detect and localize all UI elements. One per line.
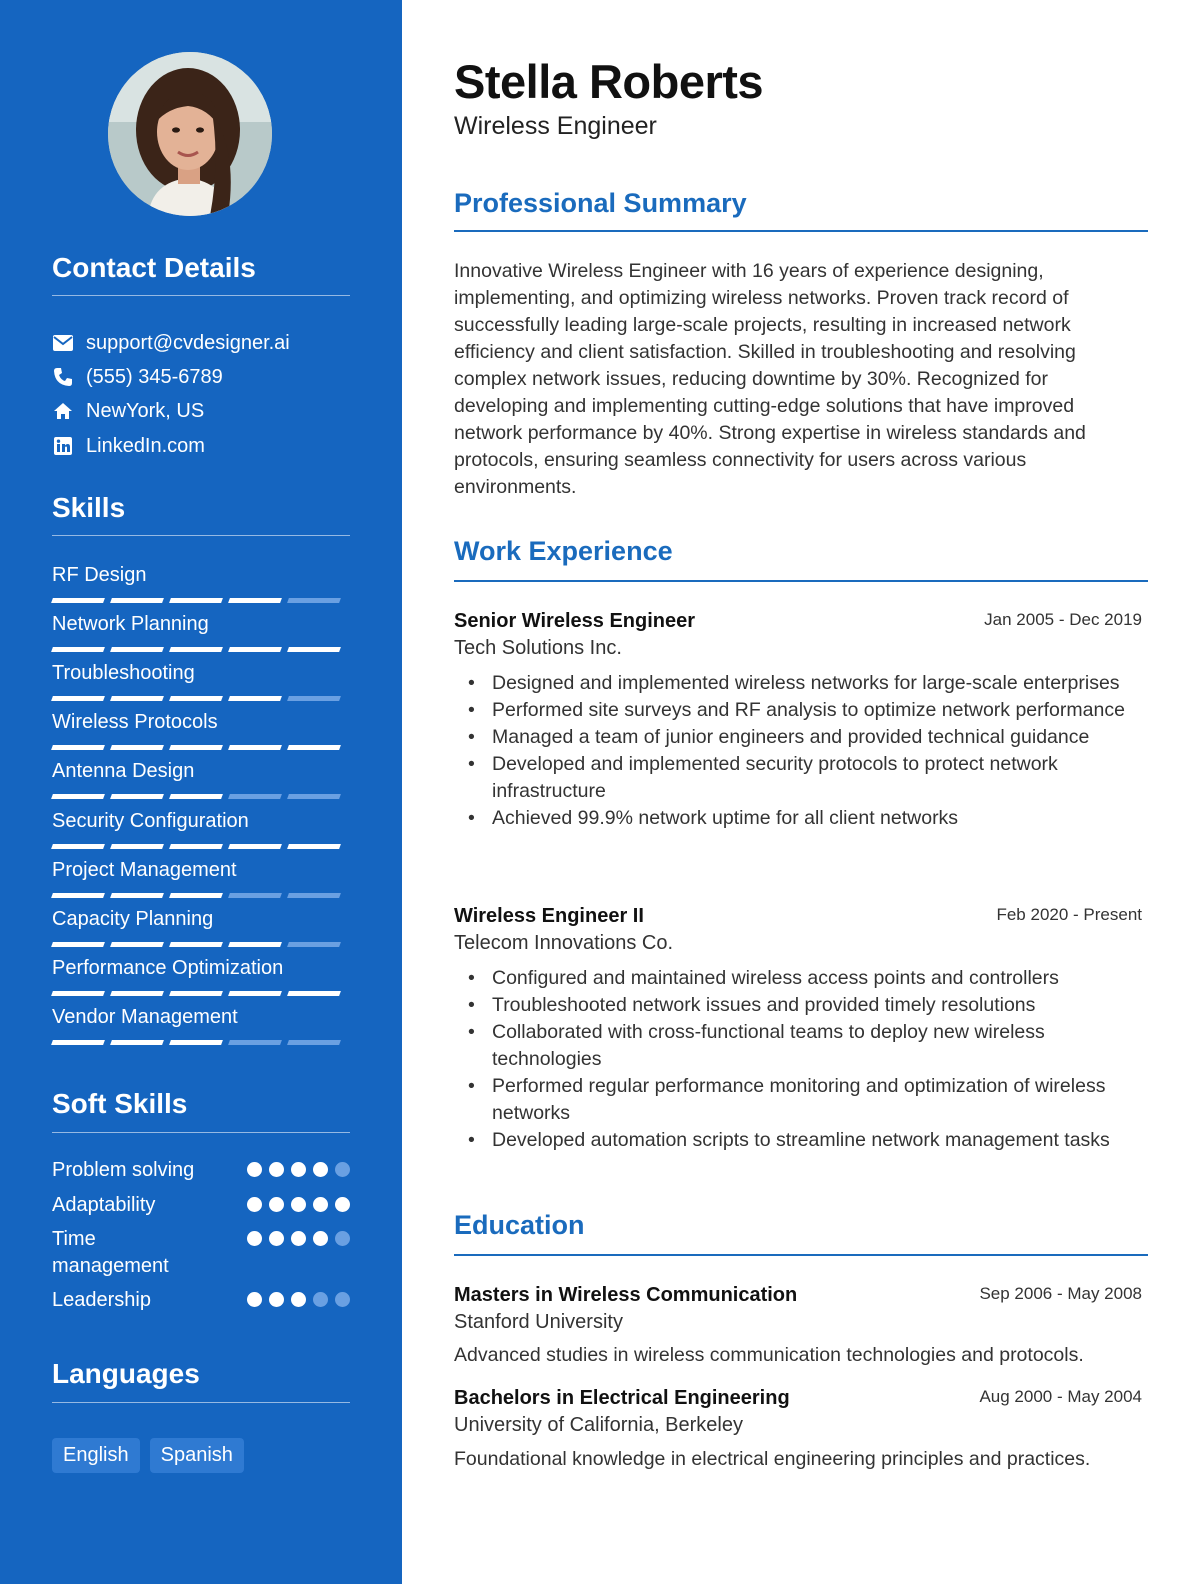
soft-skills-divider: [52, 1132, 350, 1133]
contact-phone[interactable]: [52, 362, 223, 392]
skill-level-bars: [52, 844, 352, 849]
skill-name: Security Configuration: [52, 810, 249, 832]
rating-dot: [291, 1292, 306, 1307]
skill-level-segment: [228, 942, 282, 947]
skill-name: Wireless Protocols: [52, 711, 218, 733]
skill-level-segment: [51, 942, 105, 947]
skill-level-bars: [52, 794, 352, 799]
contact-linkedin[interactable]: [52, 431, 205, 461]
soft-skill-item: [52, 1287, 352, 1314]
rating-dot: [269, 1292, 284, 1307]
job-bullet: • Designed and implemented wireless networks for large-scale enterprises: [492, 670, 1142, 697]
phone-icon: [52, 366, 74, 388]
skill-level-segment: [110, 942, 164, 947]
skill-level-segment: [228, 893, 282, 898]
linkedin-icon: [52, 435, 74, 457]
language-tag: Spanish: [150, 1438, 244, 1473]
rating-dot: [313, 1162, 328, 1177]
skill-item: [52, 660, 352, 701]
skill-level-segment: [110, 1040, 164, 1045]
skill-name: Network Planning: [52, 613, 209, 635]
education-divider: [454, 1254, 1148, 1256]
job-bullet: • Configured and maintained wireless access points and controllers: [492, 965, 1142, 992]
skill-item: [52, 857, 352, 898]
skill-item: [52, 906, 352, 947]
skill-level-segment: [51, 598, 105, 603]
rating-dot: [313, 1197, 328, 1212]
skill-level-segment: [228, 1040, 282, 1045]
skill-level-segment: [228, 794, 282, 799]
soft-skill-item: [52, 1192, 352, 1219]
skill-level-segment: [110, 745, 164, 750]
experience-heading: Work Experience: [454, 536, 673, 566]
contact-email-text: support@cvdesigner.ai: [86, 331, 290, 354]
skill-level-segment: [51, 991, 105, 996]
rating-dot: [269, 1162, 284, 1177]
skill-level-segment: [51, 844, 105, 849]
skill-item: [52, 709, 352, 750]
candidate-name: Stella Roberts: [454, 55, 764, 108]
languages-heading: Languages: [52, 1358, 200, 1389]
skill-level-segment: [110, 991, 164, 996]
job-title: Senior Wireless Engineer: [454, 610, 696, 632]
job-bullet: • Collaborated with cross-functional teams to deploy new wireless technologies: [492, 1019, 1142, 1073]
school-name: University of California, Berkeley: [454, 1414, 743, 1436]
skill-level-segment: [110, 647, 164, 652]
soft-skill-name: Leadership: [52, 1289, 151, 1311]
degree-dates: Sep 2006 - May 2008: [979, 1284, 1142, 1303]
skill-level-segment: [51, 696, 105, 701]
skill-item: [52, 611, 352, 652]
skill-item: [52, 808, 352, 849]
job-bullet: • Achieved 99.9% network uptime for all client networks: [492, 805, 1142, 832]
skill-level-bars: [52, 598, 352, 603]
job-dates: Feb 2020 - Present: [996, 905, 1142, 924]
rating-dot: [269, 1231, 284, 1246]
skill-level-bars: [52, 893, 352, 898]
skill-name: Vendor Management: [52, 1006, 238, 1028]
skill-level-segment: [110, 794, 164, 799]
skill-level-segment: [169, 1040, 223, 1045]
skill-level-segment: [228, 696, 282, 701]
rating-dot: [335, 1197, 350, 1212]
skill-level-segment: [228, 598, 282, 603]
skill-level-segment: [287, 745, 341, 750]
job-company: Telecom Innovations Co.: [454, 932, 674, 954]
skill-level-segment: [110, 696, 164, 701]
skill-level-segment: [287, 598, 341, 603]
soft-skill-name: Adaptability: [52, 1194, 156, 1216]
contact-linkedin-text: LinkedIn.com: [86, 434, 205, 457]
envelope-icon: [52, 332, 74, 354]
experience-divider: [454, 580, 1148, 582]
skill-level-bars: [52, 647, 352, 652]
skill-level-segment: [51, 647, 105, 652]
rating-dot: [269, 1197, 284, 1212]
soft-skill-item: [52, 1226, 352, 1280]
degree-title: Bachelors in Electrical Engineering: [454, 1387, 790, 1409]
skill-level-segment: [169, 893, 223, 898]
skill-level-segment: [287, 942, 341, 947]
soft-skill-rating: [247, 1162, 350, 1177]
skill-level-segment: [51, 893, 105, 898]
job-bullet: • Performed site surveys and RF analysis to optimize network performance: [492, 697, 1142, 724]
portrait-illustration: [108, 52, 272, 216]
skill-level-segment: [169, 794, 223, 799]
soft-skill-name: Time management: [52, 1228, 169, 1277]
rating-dot: [291, 1162, 306, 1177]
skill-level-segment: [51, 745, 105, 750]
rating-dot: [247, 1292, 262, 1307]
skill-name: Performance Optimization: [52, 957, 284, 979]
job-bullet: • Developed and implemented security protocols to protect network infrastructure: [492, 751, 1142, 805]
skill-level-bars: [52, 942, 352, 947]
education-heading: Education: [454, 1210, 585, 1240]
skill-item: [52, 1004, 352, 1045]
skill-name: Project Management: [52, 859, 237, 881]
skill-level-bars: [52, 745, 352, 750]
skill-level-segment: [228, 844, 282, 849]
languages-divider: [52, 1402, 350, 1403]
skill-level-segment: [287, 893, 341, 898]
skill-level-segment: [287, 1040, 341, 1045]
school-name: Stanford University: [454, 1311, 623, 1333]
profile-photo: [108, 52, 272, 216]
skill-name: Capacity Planning: [52, 908, 214, 930]
skill-level-segment: [228, 991, 282, 996]
skill-level-segment: [169, 844, 223, 849]
skill-level-segment: [169, 745, 223, 750]
soft-skill-name: Problem solving: [52, 1159, 195, 1181]
skill-level-segment: [51, 1040, 105, 1045]
soft-skill-rating: [247, 1231, 350, 1246]
skill-name: Troubleshooting: [52, 662, 195, 684]
summary-heading: Professional Summary: [454, 188, 747, 218]
job-bullet: • Managed a team of junior engineers and provided technical guidance: [492, 724, 1142, 751]
skill-level-segment: [51, 794, 105, 799]
contact-location-text: NewYork, US: [86, 399, 205, 422]
skill-item: [52, 758, 352, 799]
rating-dot: [335, 1292, 350, 1307]
rating-dot: [247, 1231, 262, 1246]
rating-dot: [335, 1231, 350, 1246]
skill-name: Antenna Design: [52, 760, 195, 782]
job-bullet: • Troubleshooted network issues and provided timely resolutions: [492, 992, 1142, 1019]
job-dates: Jan 2005 - Dec 2019: [984, 610, 1142, 629]
rating-dot: [291, 1197, 306, 1212]
skill-level-segment: [287, 844, 341, 849]
skill-level-segment: [228, 647, 282, 652]
skill-level-segment: [169, 942, 223, 947]
degree-description: Foundational knowledge in electrical engineering principles and practices.: [454, 1448, 1091, 1470]
skill-level-segment: [110, 893, 164, 898]
skill-level-bars: [52, 1040, 352, 1045]
skill-level-segment: [169, 696, 223, 701]
skill-level-segment: [228, 745, 282, 750]
degree-title: Masters in Wireless Communication: [454, 1284, 798, 1306]
skill-level-bars: [52, 991, 352, 996]
degree-description: Advanced studies in wireless communication technologies and protocols.: [454, 1344, 1084, 1366]
skills-heading: Skills: [52, 492, 126, 523]
rating-dot: [335, 1162, 350, 1177]
rating-dot: [247, 1197, 262, 1212]
degree-dates: Aug 2000 - May 2004: [979, 1387, 1142, 1406]
job-bullets: [454, 965, 1182, 1154]
soft-skill-rating: [247, 1292, 350, 1307]
candidate-title: Wireless Engineer: [454, 112, 657, 140]
skill-level-segment: [287, 696, 341, 701]
contact-phone-text: (555) 345-6789: [86, 365, 223, 388]
skill-level-segment: [287, 794, 341, 799]
soft-skill-rating: [247, 1197, 350, 1212]
summary-text: Innovative Wireless Engineer with 16 years of experience designing, implementing, and optimizing wireless networks. Proven track record of successfully leading large-scale projects, resulting in increased network efficiency and client satisfaction. Skilled in troubleshooting and resolving complex network issues, reducing downtime by 30%. Recognized for developing and implementing cutting-edge solutions that have improved network performance by 40%. Strong expertise in wireless standards and protocols, ensuring seamless connectivity for users across various environments.: [454, 260, 1086, 498]
skill-level-bars: [52, 696, 352, 701]
skill-level-segment: [169, 647, 223, 652]
skill-item: [52, 562, 352, 603]
rating-dot: [313, 1231, 328, 1246]
sidebar: [0, 0, 402, 1584]
contact-location: [52, 396, 204, 426]
contact-email[interactable]: [52, 328, 290, 358]
rating-dot: [247, 1162, 262, 1177]
skill-level-segment: [169, 991, 223, 996]
skill-level-segment: [169, 598, 223, 603]
job-title: Wireless Engineer II: [454, 905, 644, 927]
skills-divider: [52, 535, 350, 536]
job-bullet: • Performed regular performance monitoring and optimization of wireless networks: [492, 1073, 1142, 1127]
home-icon: [52, 400, 74, 422]
language-tag: English: [52, 1438, 140, 1473]
skill-name: RF Design: [52, 564, 147, 586]
soft-skill-item: [52, 1157, 352, 1184]
summary-divider: [454, 230, 1148, 232]
soft-skills-heading: Soft Skills: [52, 1088, 188, 1119]
contact-divider: [52, 295, 350, 296]
languages-list: [52, 1438, 244, 1473]
job-bullet: • Developed automation scripts to streamline network management tasks: [492, 1127, 1142, 1154]
job-company: Tech Solutions Inc.: [454, 637, 622, 659]
skill-level-segment: [110, 844, 164, 849]
skill-item: [52, 955, 352, 996]
rating-dot: [291, 1231, 306, 1246]
job-bullets: [454, 670, 1182, 832]
skill-level-segment: [287, 991, 341, 996]
contact-heading: Contact Details: [52, 252, 256, 283]
skill-level-segment: [287, 647, 341, 652]
rating-dot: [313, 1292, 328, 1307]
skill-level-segment: [110, 598, 164, 603]
